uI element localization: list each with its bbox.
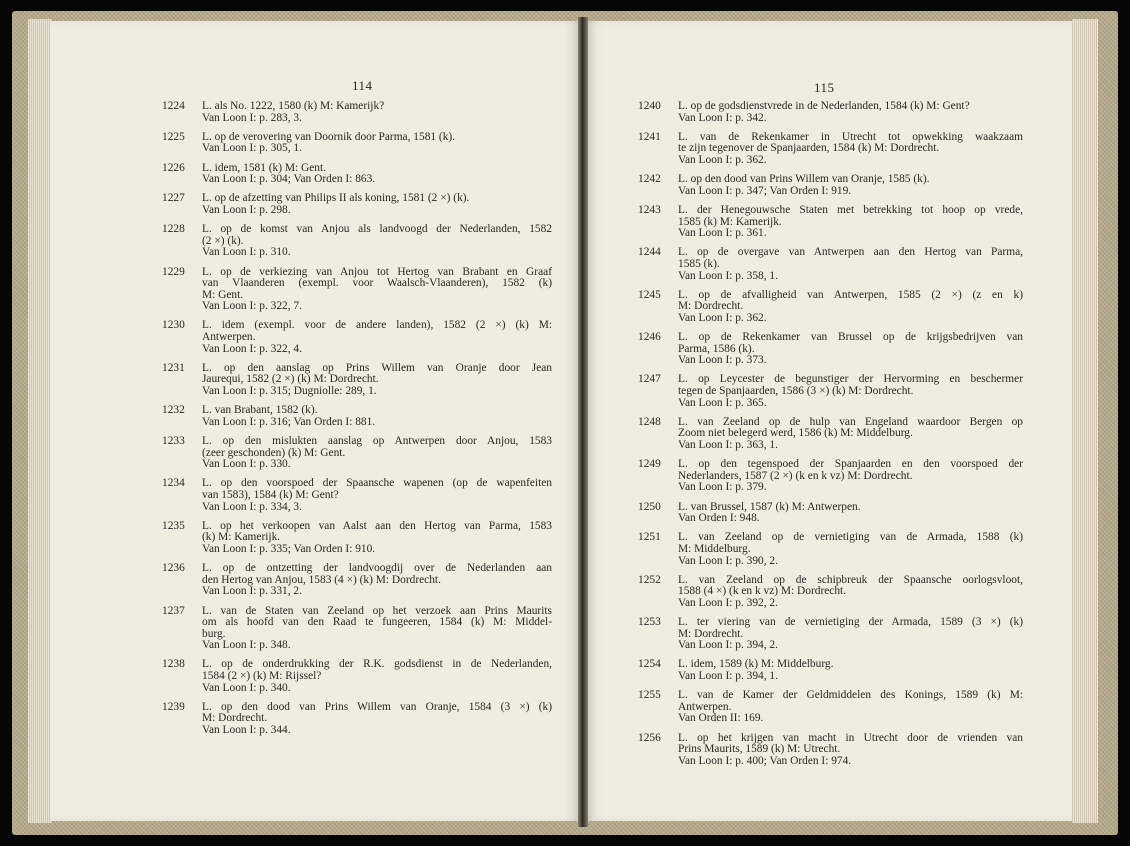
entry-reference: Van Loon I: p. 342.: [678, 111, 767, 124]
catalogue-entry: [638, 690, 1023, 725]
catalogue-entry: [162, 267, 552, 313]
catalogue-entry: [638, 459, 1023, 494]
catalogue-entry: [162, 521, 552, 556]
entry-number: 1226: [162, 161, 185, 174]
entry-number: 1236: [162, 562, 185, 575]
entry-description-line: L. op den tegenspoed der Spanjaarden en den voorspoed der: [678, 458, 1023, 471]
entry-description-line: Jaurequi, 1582 (2 ×) (k) M: Dordrecht.: [202, 373, 379, 386]
entry-description-line: 1585 (k) M: Kamerijk.: [678, 215, 782, 228]
entry-reference: Van Loon I: p. 390, 2.: [678, 554, 778, 567]
page-number: 115: [814, 80, 835, 95]
catalogue-entries: [638, 101, 1023, 775]
catalogue-entry: [638, 575, 1023, 610]
catalogue-entry: [638, 532, 1023, 567]
entry-description-line: L. op het krijgen van macht in Utrecht door de vrienden van: [678, 731, 1023, 744]
catalogue-entry: [162, 193, 552, 216]
entry-number: 1231: [162, 361, 185, 374]
catalogue-entry: [638, 247, 1023, 282]
entry-reference: Van Loon I: p. 310.: [202, 246, 291, 259]
entry-reference: Van Loon I: p. 322, 4.: [202, 342, 302, 355]
entry-reference: Van Loon I: p. 400; Van Orden I: 974.: [678, 754, 852, 767]
catalogue-entry: [162, 132, 552, 155]
entry-description-line: te zijn tegenover de Spanjaarden, 1584 (k) M: Dordrecht.: [678, 142, 940, 155]
catalogue-entry: [638, 374, 1023, 409]
entry-description-line: 1585 (k).: [678, 257, 720, 270]
entry-description-line: L. op de ontzetting der landvoogdij over de Nederlanden aan: [202, 562, 552, 575]
entry-reference: Van Loon I: p. 316; Van Orden I: 881.: [202, 415, 376, 428]
entry-description-line: den Hertog van Anjou, 1583 (4 ×) (k) M: Dordrecht.: [202, 573, 441, 586]
entry-description-line: 1588 (4 ×) (k en k vz) M: Dordrecht.: [678, 585, 847, 598]
catalogue-entry: [638, 659, 1023, 682]
entry-number: 1232: [162, 404, 185, 417]
entry-reference: Van Loon I: p. 394, 2.: [678, 639, 778, 652]
entry-number: 1228: [162, 223, 185, 236]
entry-description-line: L. op de onderdrukking der R.K. godsdienst in de Nederlanden,: [202, 658, 552, 671]
entry-number: 1224: [162, 100, 185, 112]
page-edges-left: [28, 19, 52, 823]
entry-reference: Van Loon I: p. 392, 2.: [678, 596, 778, 609]
entry-description-line: L. van Zeeland op de vernietiging van de Armada, 1588 (k): [678, 531, 1023, 544]
catalogue-entry: [638, 132, 1023, 167]
entry-description-line: L. ter viering van de vernietiging der Armada, 1589 (3 ×) (k): [678, 616, 1023, 629]
entry-description-line: L. als No. 1222, 1580 (k) M: Kamerijk?: [202, 100, 385, 112]
entry-number: 1238: [162, 658, 185, 671]
entry-number: 1248: [638, 415, 661, 428]
entry-number: 1242: [638, 173, 661, 186]
catalogue-entry: [162, 702, 552, 737]
entry-description-line: L. op Leycester de begunstiger der Hervorming en beschermer: [678, 373, 1023, 386]
entry-number: 1225: [162, 130, 185, 143]
catalogue-entry: [638, 174, 1023, 197]
entry-number: 1247: [638, 373, 661, 386]
entry-description-line: L. op het verkoopen van Aalst aan den Hertog van Parma, 1583: [202, 519, 552, 532]
catalogue-entry: [162, 363, 552, 398]
entry-description-line: L. van de Rekenkamer in Utrecht tot opwekking waakzaam: [678, 130, 1023, 143]
entry-description-line: Antwerpen.: [202, 331, 256, 344]
entry-description-line: L. van Brabant, 1582 (k).: [202, 404, 318, 417]
catalogue-entry: [162, 101, 552, 124]
entry-reference: Van Orden I: 948.: [678, 512, 760, 525]
entry-description-line: M: Dordrecht.: [202, 712, 268, 725]
catalogue-entry: [162, 163, 552, 186]
catalogue-entry: [638, 502, 1023, 525]
page-number: 114: [352, 78, 373, 93]
entry-description-line: L. idem, 1581 (k) M: Gent.: [202, 161, 327, 174]
entry-description-line: M: Dordrecht.: [678, 300, 744, 313]
catalogue-entry: [638, 332, 1023, 367]
entry-number: 1243: [638, 203, 661, 216]
entry-description-line: Parma, 1586 (k).: [678, 342, 755, 355]
catalogue-entry: [162, 659, 552, 694]
entry-reference: Van Loon I: p. 322, 7.: [202, 300, 302, 313]
catalogue-entry: [162, 606, 552, 652]
entry-reference: Van Loon I: p. 348.: [202, 639, 291, 652]
entry-description-line: L. op den mislukten aanslag op Antwerpen door Anjou, 1583: [202, 435, 552, 447]
book-cover: [12, 11, 1118, 835]
right-page: [586, 21, 1072, 821]
entry-description-line: Nederlanders, 1587 (2 ×) (k en k vz) M: Dordrecht.: [678, 469, 913, 482]
entry-description-line: L. op de afvalligheid van Antwerpen, 1585 (2 ×) (z en k): [678, 288, 1023, 301]
entry-reference: Van Loon I: p. 365.: [678, 396, 767, 409]
entry-description-line: L. op den aanslag op Prins Willem van Oranje door Jean: [202, 361, 552, 374]
entry-reference: Van Loon I: p. 379.: [678, 481, 767, 494]
entry-description-line: (2 ×) (k).: [202, 234, 244, 247]
entry-number: 1245: [638, 288, 661, 301]
entry-description-line: Prins Maurits, 1589 (k) M: Utrecht.: [678, 743, 841, 756]
entry-number: 1240: [638, 100, 661, 112]
entry-number: 1252: [638, 573, 661, 586]
entry-reference: Van Loon I: p. 335; Van Orden I: 910.: [202, 542, 376, 555]
entry-description-line: L. idem, 1589 (k) M: Middelburg.: [678, 658, 834, 671]
entry-reference: Van Loon I: p. 340.: [202, 681, 291, 694]
catalogue-entry: [638, 290, 1023, 325]
entry-description-line: L. idem (exempl. voor de andere landen), 1582 (2 ×) (k) M:: [202, 319, 552, 332]
entry-number: 1246: [638, 331, 661, 344]
entry-description-line: L. op de komst van Anjou als landvoogd der Nederlanden, 1582: [202, 223, 552, 236]
book-gutter: [578, 17, 588, 827]
catalogue-entry: [162, 320, 552, 355]
entry-description-line: van Vlaanderen (exempl. voor Waalsch-Vlaanderen), 1582 (k): [202, 277, 552, 290]
entry-number: 1256: [638, 731, 661, 744]
entry-description-line: L. van Brussel, 1587 (k) M: Antwerpen.: [678, 500, 861, 513]
entry-description-line: L. van Zeeland op de schipbreuk der Spaansche oorlogsvloot,: [678, 573, 1023, 586]
entry-description-line: om als hoofd van den Raad te fungeeren, 1584 (k) M: Middel-: [202, 616, 552, 629]
catalogue-entry: [162, 405, 552, 428]
entry-description-line: van 1583), 1584 (k) M: Gent?: [202, 488, 339, 501]
entry-description-line: L. van Zeeland op de hulp van Engeland waardoor Bergen op: [678, 415, 1023, 428]
entry-reference: Van Loon I: p. 330.: [202, 458, 291, 471]
entry-description-line: L. van de Kamer der Geldmiddelen des Konings, 1589 (k) M:: [678, 689, 1023, 702]
entry-number: 1230: [162, 319, 185, 332]
left-page: [50, 21, 580, 821]
entry-reference: Van Loon I: p. 315; Dugniolle: 289, 1.: [202, 385, 377, 398]
entry-description-line: 1584 (2 ×) (k) M: Rijssel?: [202, 670, 322, 683]
entry-description-line: L. op den dood van Prins Willem van Oranje, 1585 (k).: [678, 173, 930, 186]
page-edges-right: [1072, 19, 1098, 823]
entry-description-line: L. op den voorspoed der Spaansche wapenen (op de wapenfeiten: [202, 477, 552, 490]
entry-reference: Van Loon I: p. 334, 3.: [202, 500, 302, 513]
catalogue-entry: [162, 436, 552, 471]
entry-reference: Van Orden II: 169.: [678, 712, 764, 725]
entry-reference: Van Loon I: p. 304; Van Orden I: 863.: [202, 173, 376, 186]
entry-description-line: Antwerpen.: [678, 700, 732, 713]
entry-description-line: (zeer geschonden) (k) M: Gent.: [202, 446, 346, 459]
entry-reference: Van Loon I: p. 283, 3.: [202, 111, 302, 124]
entry-description-line: L. op den dood van Prins Willem van Oranje, 1584 (3 ×) (k): [202, 700, 552, 713]
entry-description-line: (k) M: Kamerijk.: [202, 531, 281, 544]
entry-number: 1239: [162, 700, 185, 713]
entry-number: 1227: [162, 192, 185, 205]
entry-reference: Van Loon I: p. 363, 1.: [678, 439, 778, 451]
catalogue-entry: [638, 205, 1023, 240]
entry-reference: Van Loon I: p. 331, 2.: [202, 585, 302, 598]
entry-number: 1254: [638, 658, 661, 671]
catalogue-entry: [162, 563, 552, 598]
entry-reference: Van Loon I: p. 358, 1.: [678, 269, 778, 282]
entry-description-line: tegen de Spanjaarden, 1586 (3 ×) (k) M: Dordrecht.: [678, 385, 914, 398]
entry-number: 1255: [638, 689, 661, 702]
entry-description-line: burg.: [202, 627, 226, 640]
entry-number: 1244: [638, 246, 661, 259]
catalogue-entry: [162, 478, 552, 513]
entry-description-line: L. op de godsdienstvrede in de Nederlanden, 1584 (k) M: Gent?: [678, 100, 970, 112]
entry-number: 1249: [638, 458, 661, 471]
entry-reference: Van Loon I: p. 347; Van Orden I: 919.: [678, 184, 852, 197]
entry-reference: Van Loon I: p. 305, 1.: [202, 142, 302, 155]
entry-number: 1235: [162, 519, 185, 532]
entry-description-line: M: Gent.: [202, 288, 244, 301]
catalogue-entry: [638, 733, 1023, 768]
entry-reference: Van Loon I: p. 362.: [678, 153, 767, 166]
entry-description-line: L. op de verkiezing van Anjou tot Hertog van Brabant en Graaf: [202, 265, 552, 278]
entry-number: 1237: [162, 604, 185, 617]
entry-number: 1250: [638, 500, 661, 513]
catalogue-entry: [638, 417, 1023, 452]
entry-reference: Van Loon I: p. 298.: [202, 203, 291, 216]
entry-description-line: Zoom niet belegerd werd, 1586 (k) M: Middelburg.: [678, 427, 913, 440]
entry-reference: Van Loon I: p. 344.: [202, 724, 291, 737]
entry-description-line: M: Middelburg.: [678, 542, 751, 555]
entry-description-line: L. van de Staten van Zeeland op het verzoek aan Prins Maurits: [202, 604, 552, 617]
catalogue-entry: [638, 617, 1023, 652]
entry-reference: Van Loon I: p. 361.: [678, 227, 767, 240]
entry-reference: Van Loon I: p. 394, 1.: [678, 670, 778, 683]
entry-reference: Van Loon I: p. 362.: [678, 311, 767, 324]
entry-number: 1253: [638, 616, 661, 629]
entry-description-line: L. op de afzetting van Philips II als koning, 1581 (2 ×) (k).: [202, 192, 470, 205]
catalogue-entry: [638, 101, 1023, 124]
entry-description-line: L. op de Rekenkamer van Brussel op de krijgsbedrijven van: [678, 331, 1023, 344]
entry-reference: Van Loon I: p. 373.: [678, 354, 767, 367]
entry-description-line: L. op de verovering van Doornik door Parma, 1581 (k).: [202, 130, 456, 143]
entry-number: 1234: [162, 477, 185, 490]
entry-number: 1241: [638, 130, 661, 143]
entry-number: 1251: [638, 531, 661, 544]
catalogue-entries: [162, 101, 552, 744]
entry-description-line: M: Dordrecht.: [678, 627, 744, 640]
catalogue-entry: [162, 224, 552, 259]
entry-number: 1229: [162, 265, 185, 278]
entry-description-line: L. op de overgave van Antwerpen aan den Hertog van Parma,: [678, 246, 1023, 259]
entry-number: 1233: [162, 435, 185, 447]
entry-description-line: L. der Henegouwsche Staten met betrekking tot hoop op vrede,: [678, 203, 1023, 216]
